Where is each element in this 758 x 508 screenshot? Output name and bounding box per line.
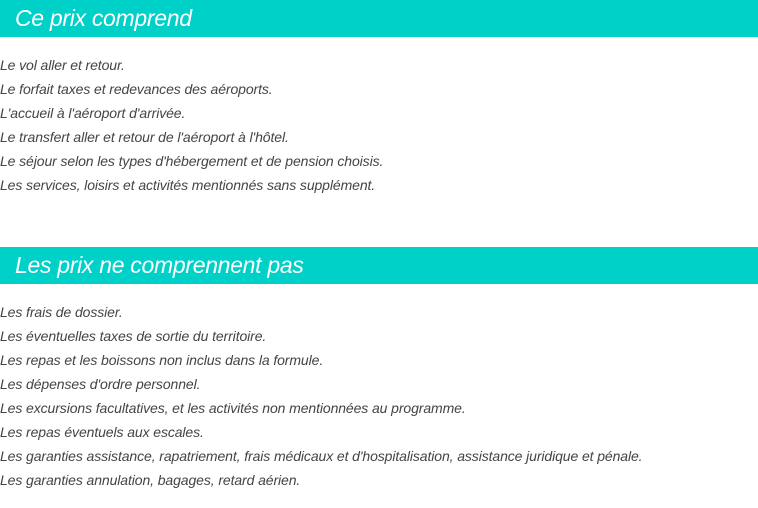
list-item: Les garanties annulation, bagages, retard aérien. (0, 472, 301, 488)
list-item: Les frais de dossier. (0, 304, 123, 320)
price-includes-list (0, 53, 758, 197)
list-item: Les éventuelles taxes de sortie du territoire. (0, 328, 267, 344)
list-item: Le vol aller et retour. (0, 57, 125, 73)
list-item: Les services, loisirs et activités mentionnés sans supplément. (0, 177, 376, 193)
list-item: Les repas éventuels aux escales. (0, 424, 204, 440)
list-item: Les excursions facultatives, et les activités non mentionnées au programme. (0, 400, 466, 416)
list-item: Le séjour selon les types d'hébergement et de pension choisis. (0, 153, 384, 169)
list-item: L'accueil à l'aéroport d'arrivée. (0, 105, 186, 121)
list-item: Le transfert aller et retour de l'aéroport à l'hôtel. (0, 129, 289, 145)
list-item: Le forfait taxes et redevances des aéroports. (0, 81, 273, 97)
price-includes-header (0, 0, 758, 37)
list-item: Les repas et les boissons non inclus dans la formule. (0, 352, 324, 368)
price-excludes-title: Les prix ne comprennent pas (15, 252, 304, 278)
price-includes-title: Ce prix comprend (15, 5, 192, 31)
price-excludes-section (0, 247, 758, 492)
list-item: Les garanties assistance, rapatriement, frais médicaux et d'hospitalisation, assistance juridique et pénale. (0, 448, 643, 464)
list-item: Les dépenses d'ordre personnel. (0, 376, 201, 392)
price-excludes-list (0, 300, 758, 492)
price-excludes-header (0, 247, 758, 284)
price-includes-section (0, 0, 758, 197)
